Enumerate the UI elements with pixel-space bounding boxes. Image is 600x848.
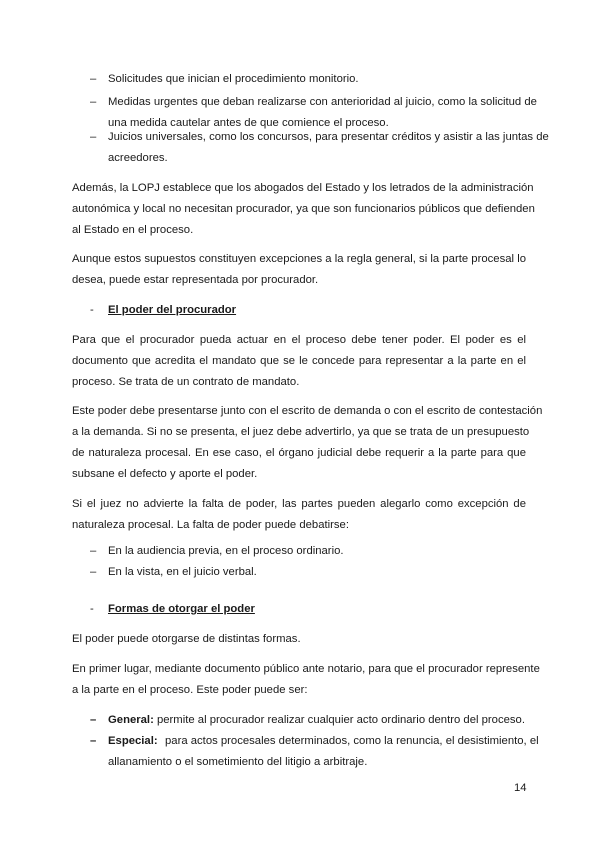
paragraph-line: Si el juez no advierte la falta de poder, las partes pueden alegarlo como excepción de — [72, 498, 526, 510]
list-item-continuation: una medida cautelar antes de que comience el proceso. — [108, 117, 389, 129]
heading-dash: - — [90, 603, 94, 615]
list-dash: – — [90, 714, 97, 726]
list-dash: – — [90, 96, 97, 108]
paragraph-line: Además, la LOPJ establece que los abogados del Estado y los letrados de la administración — [72, 182, 534, 194]
list-item-continuation: allanamiento o el sometimiento del litigio a arbitraje. — [108, 756, 368, 768]
paragraph-line: de naturaleza procesal. En ese caso, el órgano judicial debe requerir a la parte para que — [72, 447, 526, 459]
list-dash: – — [90, 73, 97, 85]
list-dash: – — [90, 545, 97, 557]
paragraph-line: En primer lugar, mediante documento público ante notario, para que el procurador represente — [72, 663, 540, 675]
paragraph-line: a la demanda. Si no se presenta, el juez debe advertirlo, ya que se trata de un presupuesto — [72, 426, 530, 438]
list-item: En la audiencia previa, en el proceso ordinario. — [108, 545, 344, 557]
paragraph-line: Para que el procurador pueda actuar en el proceso debe tener poder. El poder es el — [72, 334, 526, 346]
page-number: 14 — [514, 782, 527, 794]
list-item-continuation: acreedores. — [108, 152, 168, 164]
list-dash: – — [90, 566, 97, 578]
list-dash: – — [90, 735, 97, 747]
paragraph-line: Aunque estos supuestos constituyen excepciones a la regla general, si la parte procesal lo — [72, 253, 526, 265]
term-especial: Especial: — [108, 735, 158, 747]
term-general: General: — [108, 714, 154, 726]
paragraph-line: a la parte en el proceso. Este poder puede ser: — [72, 684, 308, 696]
paragraph-line: proceso. Se trata de un contrato de mandato. — [72, 376, 300, 388]
paragraph-line: autonómica y local no necesitan procurador, ya que son funcionarios públicos que defienden — [72, 203, 535, 215]
paragraph-line: desea, puede estar representada por procurador. — [72, 274, 319, 286]
heading-dash: - — [90, 304, 94, 316]
paragraph-line: subsane el defecto y aporte el poder. — [72, 468, 258, 480]
paragraph-line: documento que acredita el mandato que se le concede para representar a la parte en el — [72, 355, 526, 367]
list-item: En la vista, en el juicio verbal. — [108, 566, 257, 578]
list-item: Juicios universales, como los concursos, para presentar créditos y asistir a las juntas de — [108, 131, 549, 143]
paragraph-line: Este poder debe presentarse junto con el escrito de demanda o con el escrito de contestación — [72, 405, 543, 417]
term-description: para actos procesales determinados, como la renuncia, el desistimiento, el — [165, 735, 539, 747]
list-item — [108, 735, 539, 747]
list-dash: – — [90, 131, 97, 143]
heading-text: El poder del procurador — [108, 304, 237, 316]
list-item — [108, 714, 525, 726]
paragraph-formas: El poder puede otorgarse de distintas formas. — [72, 633, 301, 645]
term-description: permite al procurador realizar cualquier acto ordinario dentro del proceso. — [156, 714, 525, 726]
list-item: Solicitudes que inician el procedimiento monitorio. — [108, 73, 359, 85]
heading-text: Formas de otorgar el poder — [108, 603, 255, 615]
list-item: Medidas urgentes que deban realizarse con anterioridad al juicio, como la solicitud de — [108, 96, 537, 108]
paragraph-line: al Estado en el proceso. — [72, 224, 194, 236]
paragraph-line: naturaleza procesal. La falta de poder puede debatirse: — [72, 519, 349, 531]
